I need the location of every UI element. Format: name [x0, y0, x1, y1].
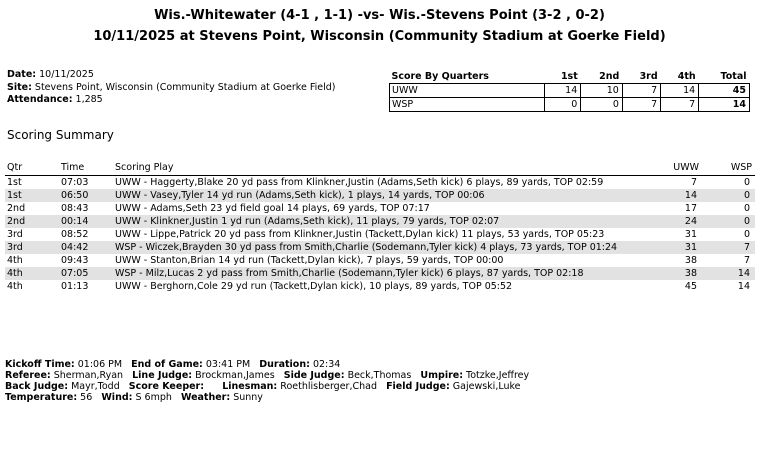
score-by-quarters-table [389, 70, 750, 112]
play-uww-score: 14 [684, 190, 697, 201]
play-uww-score: 38 [684, 255, 697, 266]
play-uww-score: 31 [684, 242, 697, 253]
site-value: Stevens Point, Wisconsin (Community Stadium at Goerke Field) [34, 81, 336, 93]
table-row [5, 189, 755, 202]
quarters-team: WSP [390, 98, 545, 112]
date-line: Date: 10/11/2025 [7, 69, 94, 80]
header-play: Scoring Play [115, 162, 174, 173]
quarters-header-total: Total [699, 70, 750, 84]
play-wsp-score: 14 [737, 281, 750, 292]
play-wsp-score: 14 [737, 268, 750, 279]
wind: S 6mph [135, 392, 172, 403]
linesman: Roethlisberger,Chad [280, 381, 377, 392]
quarters-header-4th: 4th [661, 70, 699, 84]
play-time: 09:43 [61, 255, 89, 266]
play-uww-score: 45 [684, 281, 697, 292]
play-time: 01:13 [61, 281, 89, 292]
table-row [5, 254, 755, 267]
quarters-score: 0 [581, 98, 623, 112]
site-line: Site: Stevens Point, Wisconsin (Community Stadium at Goerke Field) [7, 81, 336, 93]
header-qtr: Qtr [7, 162, 23, 173]
play-time: 06:50 [61, 190, 89, 201]
play-uww-score: 24 [684, 216, 697, 227]
back-judge: Mayr,Todd [71, 381, 120, 392]
play-wsp-score: 7 [743, 255, 750, 266]
play-wsp-score: 0 [743, 203, 750, 214]
play-time: 00:14 [61, 216, 89, 227]
scoring-header-row [5, 161, 755, 176]
play-description: UWW - Klinkner,Justin 1 yd run (Adams,Seth kick), 11 plays, 79 yards, TOP 02:07 [115, 216, 500, 227]
game-officials-footer [5, 359, 529, 403]
quarters-header-row [390, 70, 750, 84]
temperature: 56 [80, 392, 93, 403]
footer-line-weather: Temperature: 56 Wind: S 6mph Weather: Sunny [5, 392, 263, 403]
quarters-row-wsp [390, 98, 750, 112]
play-qtr: 2nd [7, 203, 26, 214]
quarters-score: 10 [581, 84, 623, 98]
quarters-header-label: Score By Quarters [390, 70, 545, 84]
game-subtitle: 10/11/2025 at Stevens Point, Wisconsin (Community Stadium at Goerke Field) [93, 29, 666, 44]
end-time: 03:41 PM [205, 359, 251, 370]
play-time: 08:43 [61, 203, 89, 214]
play-qtr: 1st [7, 177, 22, 188]
play-qtr: 3rd [7, 242, 23, 253]
play-description: WSP - Milz,Lucas 2 yd pass from Smith,Charlie (Sodemann,Tyler kick) 6 plays, 87 yards, TOP 02:18 [115, 268, 584, 279]
side-judge: Beck,Thomas [347, 370, 412, 381]
play-wsp-score: 0 [743, 190, 750, 201]
kickoff-time: 01:06 PM [77, 359, 123, 370]
quarters-score: 7 [622, 84, 660, 98]
play-description: UWW - Berghorn,Cole 29 yd run (Tackett,Dylan kick), 10 plays, 89 yards, TOP 05:52 [115, 281, 513, 292]
play-description: UWW - Adams,Seth 23 yd field goal 14 plays, 69 yards, TOP 07:17 [115, 203, 430, 214]
table-row [5, 215, 755, 228]
line-judge: Brockman,James [195, 370, 275, 381]
quarters-team: UWW [390, 84, 545, 98]
field-judge: Gajewski,Luke [452, 381, 521, 392]
quarters-score: 7 [661, 98, 699, 112]
table-row [5, 267, 755, 280]
play-description: WSP - Wiczek,Brayden 30 yd pass from Smith,Charlie (Sodemann,Tyler kick) 4 plays, 73 yards, TOP 01:24 [115, 242, 618, 253]
play-time: 07:03 [61, 177, 89, 188]
header-time: Time [61, 162, 85, 173]
quarters-score: 14 [545, 84, 581, 98]
play-uww-score: 7 [690, 177, 697, 188]
date-value: 10/11/2025 [39, 69, 94, 80]
quarters-total: 14 [699, 98, 750, 112]
quarters-row-uww [390, 84, 750, 98]
game-title: Wis.-Whitewater (4-1 , 1-1) -vs- Wis.-Stevens Point (3-2 , 0-2) [154, 8, 605, 23]
table-row [5, 241, 755, 254]
scoring-summary-title: Scoring Summary [7, 128, 114, 142]
play-wsp-score: 0 [743, 177, 750, 188]
play-wsp-score: 0 [743, 216, 750, 227]
footer-line-officials-2: Back Judge: Mayr,Todd Score Keeper: Linesman: Roethlisberger,Chad Field Judge: Gajewski,Luke [5, 381, 521, 392]
quarters-header-1st: 1st [545, 70, 581, 84]
attendance-value: 1,285 [75, 94, 103, 105]
duration: 02:34 [312, 359, 341, 370]
play-wsp-score: 7 [743, 242, 750, 253]
quarters-score: 7 [622, 98, 660, 112]
footer-line-times: Kickoff Time: 01:06 PM End of Game: 03:41 PM Duration: 02:34 [5, 359, 341, 370]
play-description: UWW - Lippe,Patrick 20 yd pass from Klinkner,Justin (Tackett,Dylan kick) 11 plays, 53 yards, TOP 05:23 [115, 229, 605, 240]
attendance-line: Attendance: 1,285 [7, 94, 103, 105]
table-row [5, 202, 755, 215]
quarters-total: 45 [699, 84, 750, 98]
play-uww-score: 17 [684, 203, 697, 214]
table-row [5, 280, 755, 293]
play-uww-score: 38 [684, 268, 697, 279]
play-description: UWW - Stanton,Brian 14 yd run (Tackett,Dylan kick), 7 plays, 59 yards, TOP 00:00 [115, 255, 504, 266]
play-time: 07:05 [61, 268, 89, 279]
play-time: 08:52 [61, 229, 89, 240]
referee: Sherman,Ryan [53, 370, 124, 381]
game-info [7, 69, 335, 107]
play-qtr: 1st [7, 190, 22, 201]
header-uww: UWW [673, 162, 699, 173]
quarters-header-2nd: 2nd [581, 70, 623, 84]
header-wsp: WSP [730, 162, 752, 173]
play-description: UWW - Haggerty,Blake 20 yd pass from Klinkner,Justin (Adams,Seth kick) 6 plays, 89 yards, TOP 02:59 [115, 177, 604, 188]
play-qtr: 4th [7, 268, 23, 279]
quarters-score: 14 [661, 84, 699, 98]
umpire: Totzke,Jeffrey [466, 370, 530, 381]
play-time: 04:42 [61, 242, 89, 253]
weather: Sunny [233, 392, 263, 403]
quarters-score: 0 [545, 98, 581, 112]
play-qtr: 4th [7, 255, 23, 266]
quarters-header-3rd: 3rd [622, 70, 660, 84]
play-qtr: 4th [7, 281, 23, 292]
play-description: UWW - Vasey,Tyler 14 yd run (Adams,Seth kick), 1 plays, 14 yards, TOP 00:06 [115, 190, 485, 201]
scoring-summary-table [5, 161, 755, 293]
table-row [5, 228, 755, 241]
table-row [5, 176, 755, 189]
footer-line-officials-1: Referee: Sherman,Ryan Line Judge: Brockman,James Side Judge: Beck,Thomas Umpire: Totzke,Jeffrey [5, 370, 530, 381]
play-qtr: 3rd [7, 229, 23, 240]
play-uww-score: 31 [684, 229, 697, 240]
play-qtr: 2nd [7, 216, 26, 227]
play-wsp-score: 0 [743, 229, 750, 240]
